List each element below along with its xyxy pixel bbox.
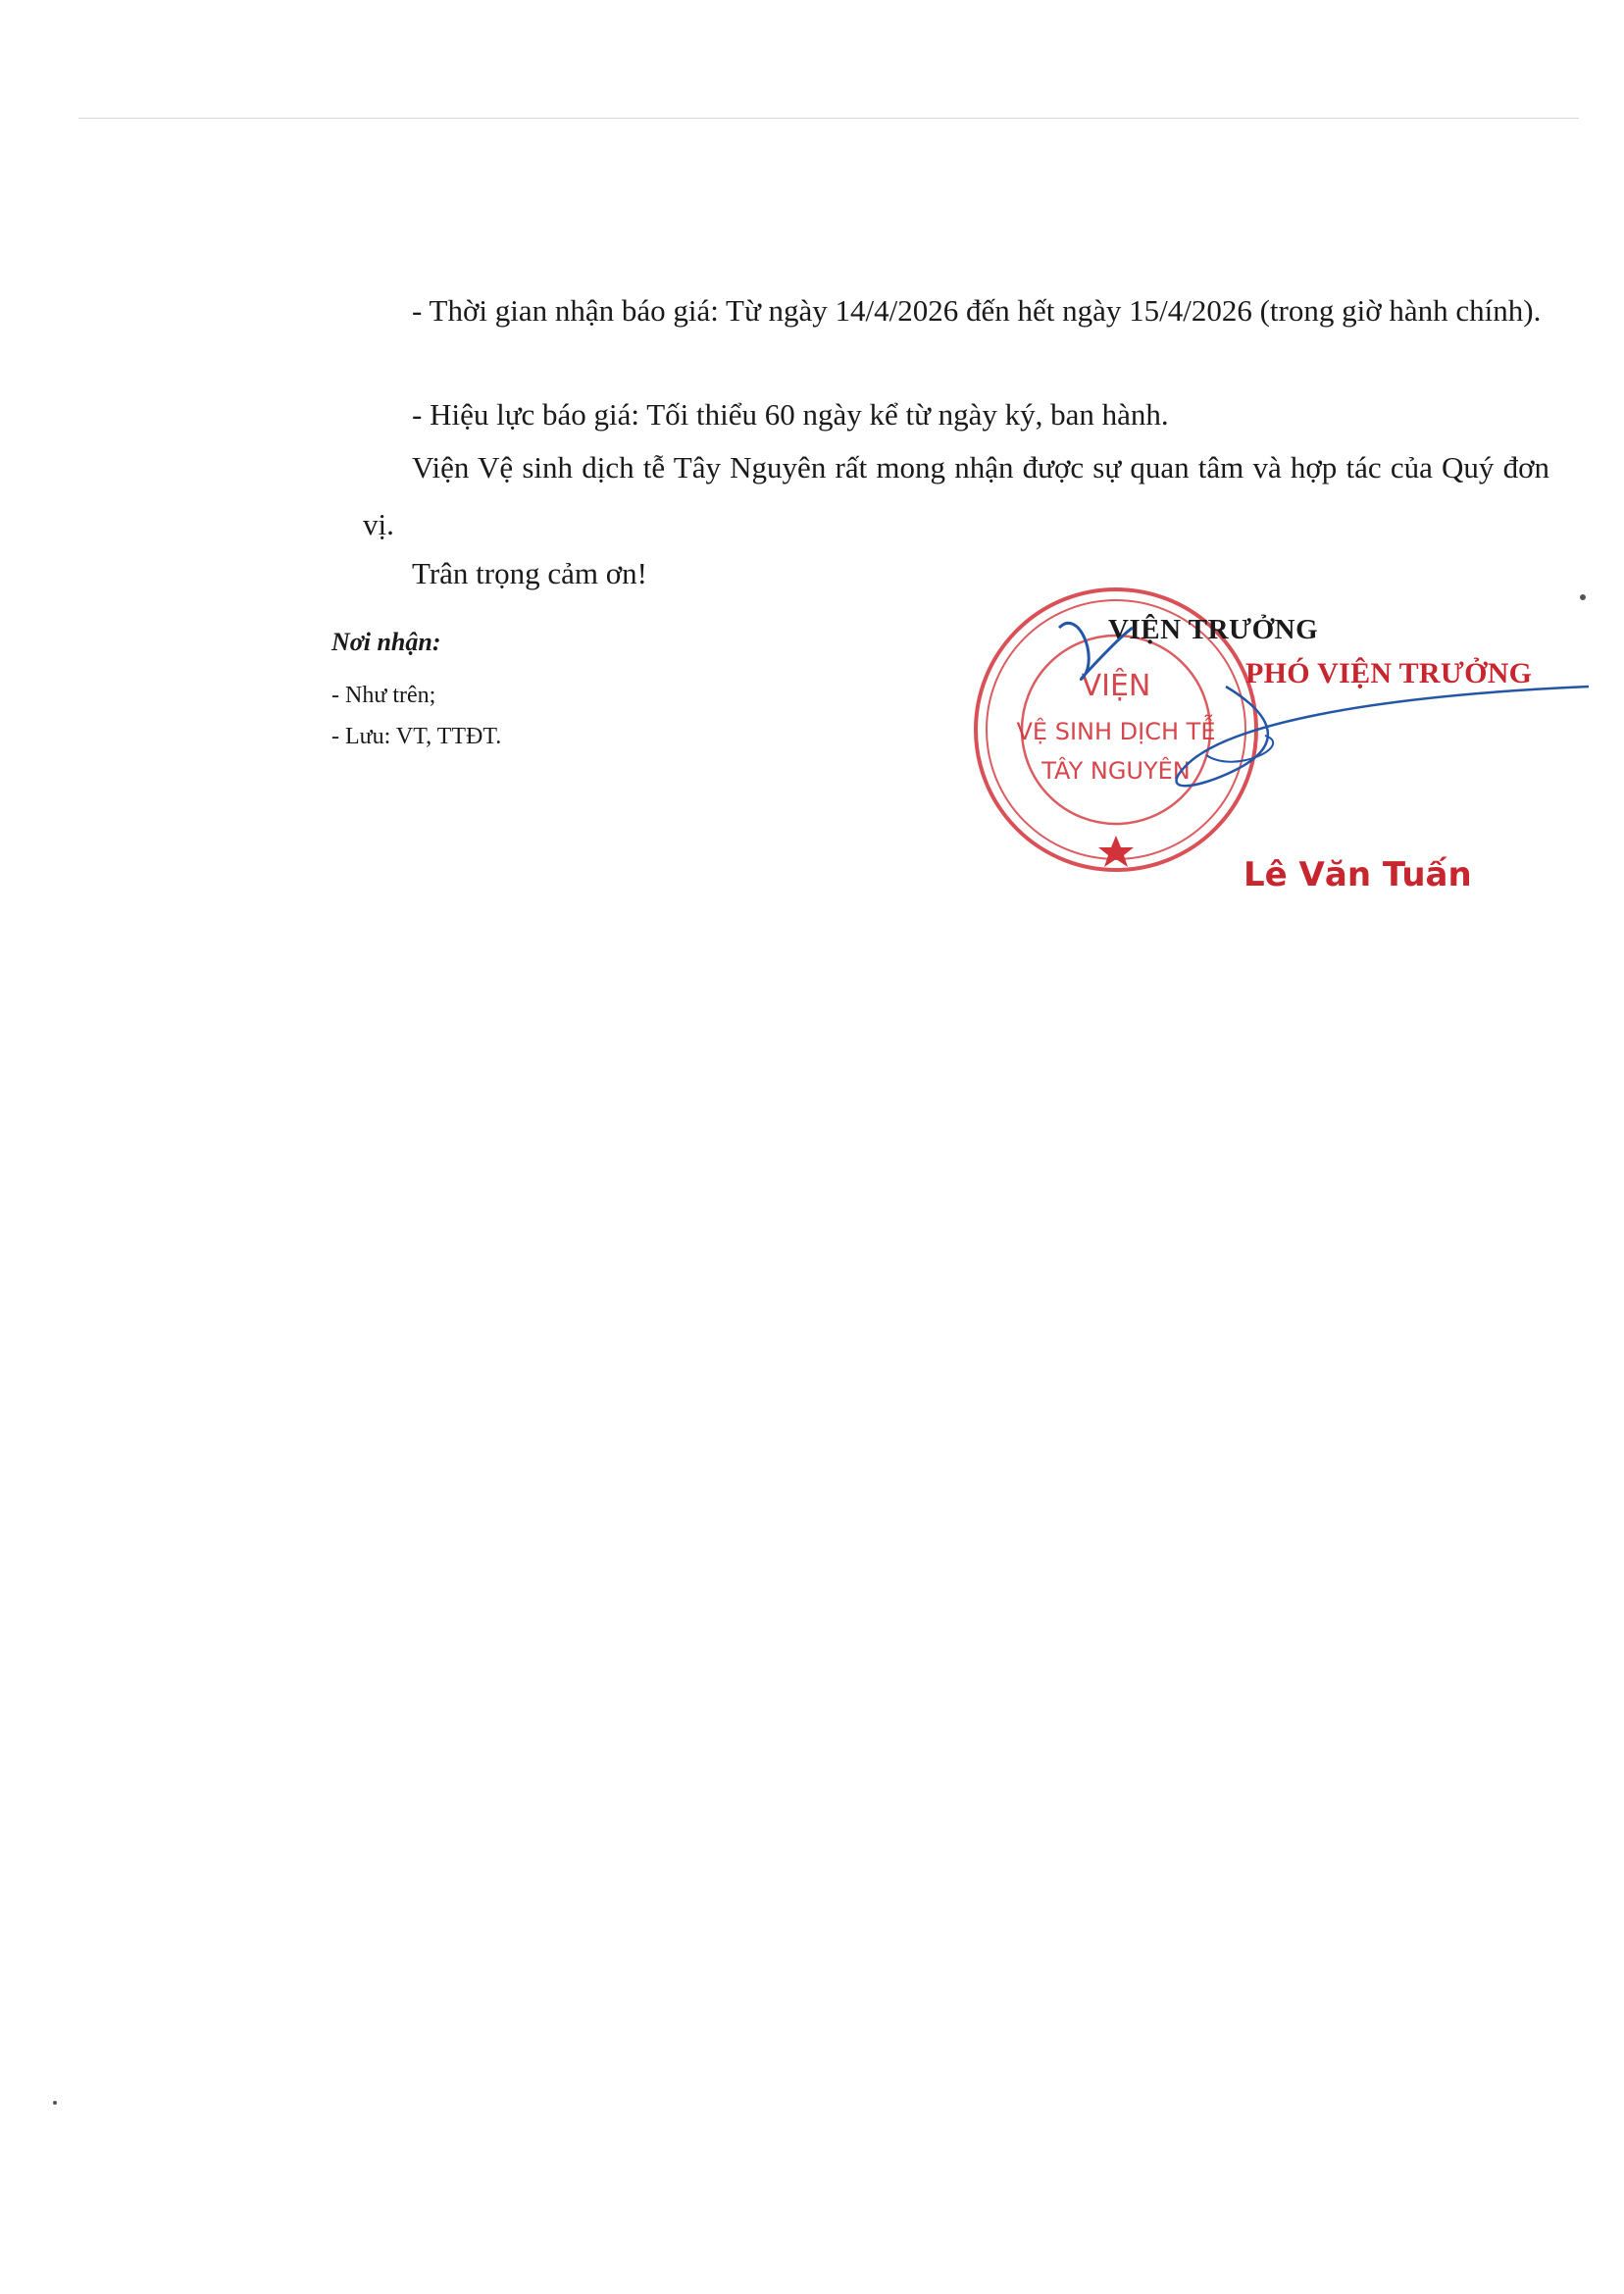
signature-subtitle: PHÓ VIỆN TRƯỞNG	[1245, 657, 1533, 689]
recipients-title: Nơi nhận:	[331, 628, 441, 656]
scan-top-rule	[78, 118, 1579, 119]
quote-time-text: - Thời gian nhận báo giá: Từ ngày 14/4/2026 đến hết ngày 15/4/2026 (trong giờ hành chính).	[412, 293, 1542, 328]
quote-validity-paragraph	[363, 386, 1549, 443]
signer-name: Lê Văn Tuấn	[1243, 855, 1472, 894]
cooperation-text: Viện Vệ sinh dịch tễ Tây Nguyên rất mong nhận được sự quan tâm và hợp tác của Quý đơn vị.	[363, 450, 1549, 541]
scan-speck	[53, 2101, 57, 2105]
seal-text-middle: VỆ SINH DỊCH TỄ	[1016, 718, 1216, 745]
closing-paragraph	[363, 545, 1549, 602]
closing-text: Trân trọng cảm ơn!	[412, 556, 647, 590]
handwritten-signature	[1040, 598, 1589, 814]
quote-time-paragraph	[363, 282, 1549, 339]
recipient-item: - Như trên;	[331, 683, 436, 708]
quote-validity-text: - Hiệu lực báo giá: Tối thiểu 60 ngày kể từ ngày ký, ban hành.	[412, 397, 1169, 432]
scan-speck	[1580, 594, 1586, 600]
cooperation-paragraph	[363, 439, 1549, 553]
signature-title: VIỆN TRƯỞNG	[1108, 614, 1319, 645]
recipients-block	[331, 628, 501, 757]
seal-text-top: VIỆN	[1081, 669, 1151, 703]
seal-text-bottom: TÂY NGUYÊN	[1041, 757, 1191, 785]
seal-star-icon	[1098, 836, 1134, 867]
recipient-item: - Lưu: VT, TTĐT.	[331, 724, 502, 749]
